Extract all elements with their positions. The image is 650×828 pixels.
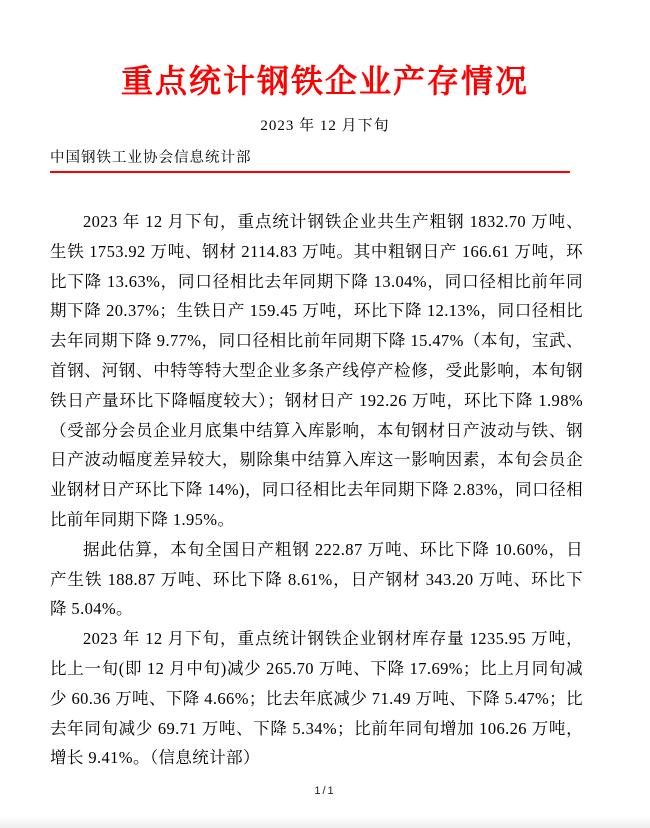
organization-name: 中国钢铁工业协会信息统计部 [50,150,252,166]
page-bottom-shadow [0,816,650,828]
date-subtitle: 2023 年 12 月下旬 [260,118,390,134]
page-number: 1/1 [314,785,336,797]
paragraph-national-estimate: 据此估算，本旬全国日产粗钢 222.87 万吨、环比下降 10.60%，日产生铁 188.87 万吨、环比下降 8.61%，日产钢材 343.20 万吨、环比下降 5.04%。 [50,539,583,619]
paragraph-inventory-stats: 2023 年 12 月下旬，重点统计钢铁企业钢材库存量 1235.95 万吨，比上一旬(即 12 月中旬)减少 265.70 万吨、下降 17.69%；比上月同旬减少 60.36 万吨、下降 4.66%；比去年底减少 71.49 万吨、下降 5.47%；比去年同旬减少 69.71 万吨、下降 5.34%；比前年同旬增加 106.26 万吨，增长 9.41%。（信息统计部） [50,629,583,768]
page-title: 重点统计钢铁企业产存情况 [120,63,529,99]
document-body [50,207,583,773]
paragraph-production-stats: 2023 年 12 月下旬，重点统计钢铁企业共生产粗钢 1832.70 万吨、生铁 1753.92 万吨、钢材 2114.83 万吨。其中粗钢日产 166.61 万吨，环比下降 13.63%，同口径相比去年同期下降 13.04%，同口径相比前年同期下降 20.37%；生铁日产 159.45 万吨，环比下降 12.13%，同口径相比去年同期下降 9.77%，同口径相比前年同期下降 15.47%（本旬，宝武、首钢、河钢、中特等特大型企业多条产线停产检修，受此影响，本旬钢铁日产量环比下降幅度较大）；钢材日产 192.26 万吨，环比下降 1.98%（受部分会员企业月底集中结算入库影响，本旬钢材日产波动与铁、钢日产波动幅度差异较大，剔除集中结算入库这一影响因素，本旬会员企业钢材日产环比下降 14%)，同口径相比去年同期下降 2.83%，同口径相比前年同期下降 1.95%。 [50,212,583,529]
organization-header [50,146,570,173]
